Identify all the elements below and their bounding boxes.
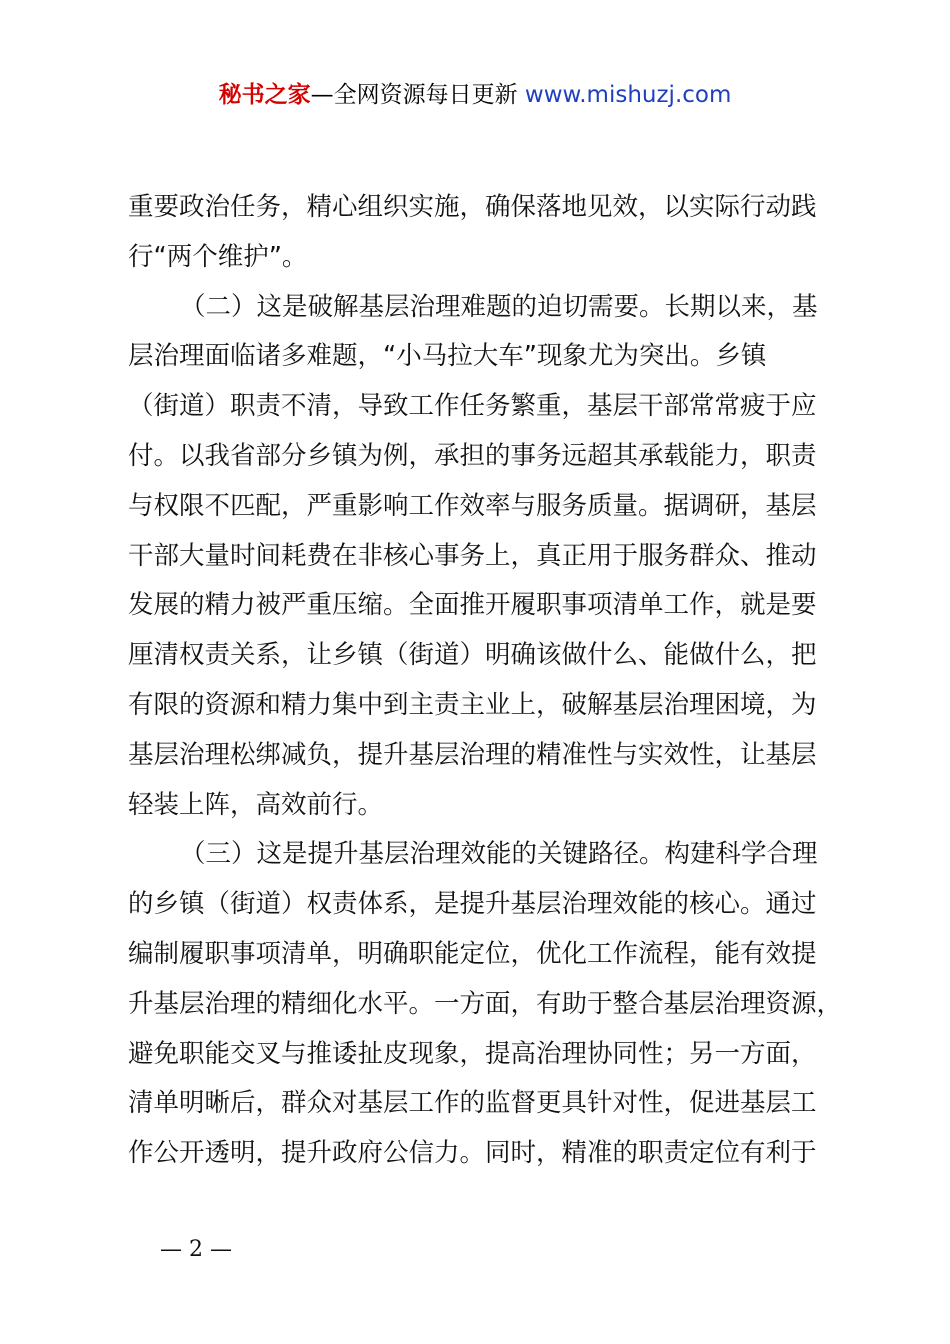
text-line: （二）这是破解基层治理难题的迫切需要。长期以来，基 <box>180 291 818 322</box>
text-line: 编制履职事项清单，明确职能定位，优化工作流程，能有效提 <box>128 938 817 969</box>
brand-name: 秘书之家 <box>218 82 311 108</box>
text-line: 重要政治任务，精心组织实施，确保落地见效，以实际行动践 <box>128 192 817 222</box>
text-line: 有限的资源和精力集中到主责主业上，破解基层治理困境，为 <box>128 689 817 720</box>
text-line: 与权限不匹配，严重影响工作效率与服务质量。据调研，基层 <box>128 490 817 521</box>
page-number: — 2 — <box>160 1237 232 1262</box>
text-line: 付。以我省部分乡镇为例，承担的事务远超其承载能力，职责 <box>128 440 817 471</box>
text-line: 避免职能交叉与推诿扯皮现象，提高治理协同性；另一方面， <box>128 1038 817 1069</box>
text-line: 发展的精力被严重压缩。全面推开履职事项清单工作，就是要 <box>128 590 817 621</box>
text-line: 清单明晰后，群众对基层工作的监督更具针对性，促进基层工 <box>128 1088 817 1119</box>
text-line: 作公开透明，提升政府公信力。同时，精准的职责定位有利于 <box>128 1138 817 1169</box>
text-line: 厘清权责关系，让乡镇（街道）明确该做什么、能做什么，把 <box>128 640 817 671</box>
text-line: 升基层治理的精细化水平。一方面，有助于整合基层治理资源， <box>128 988 843 1019</box>
text-line: 轻装上阵，高效前行。 <box>128 789 384 820</box>
text-line: 的乡镇（街道）权责体系，是提升基层治理效能的核心。通过 <box>128 889 817 920</box>
text-line: 基层治理松绑减负，提升基层治理的精准性与实效性，让基层 <box>128 739 817 770</box>
website-url[interactable]: www.mishuzj.com <box>524 82 732 108</box>
text-line: （三）这是提升基层治理效能的关键路径。构建科学合理 <box>180 839 818 870</box>
page-header <box>0 78 950 112</box>
text-line: 行“两个维护”。 <box>128 241 308 272</box>
header-slogan: —全网资源每日更新 <box>310 82 518 108</box>
text-line: 层治理面临诸多难题，“小马拉大车”现象尤为突出。乡镇 <box>128 341 767 372</box>
text-line: 干部大量时间耗费在非核心事务上，真正用于服务群众、推动 <box>128 540 817 571</box>
document-body <box>128 183 848 1179</box>
text-line: （街道）职责不清，导致工作任务繁重，基层干部常常疲于应 <box>128 391 817 422</box>
